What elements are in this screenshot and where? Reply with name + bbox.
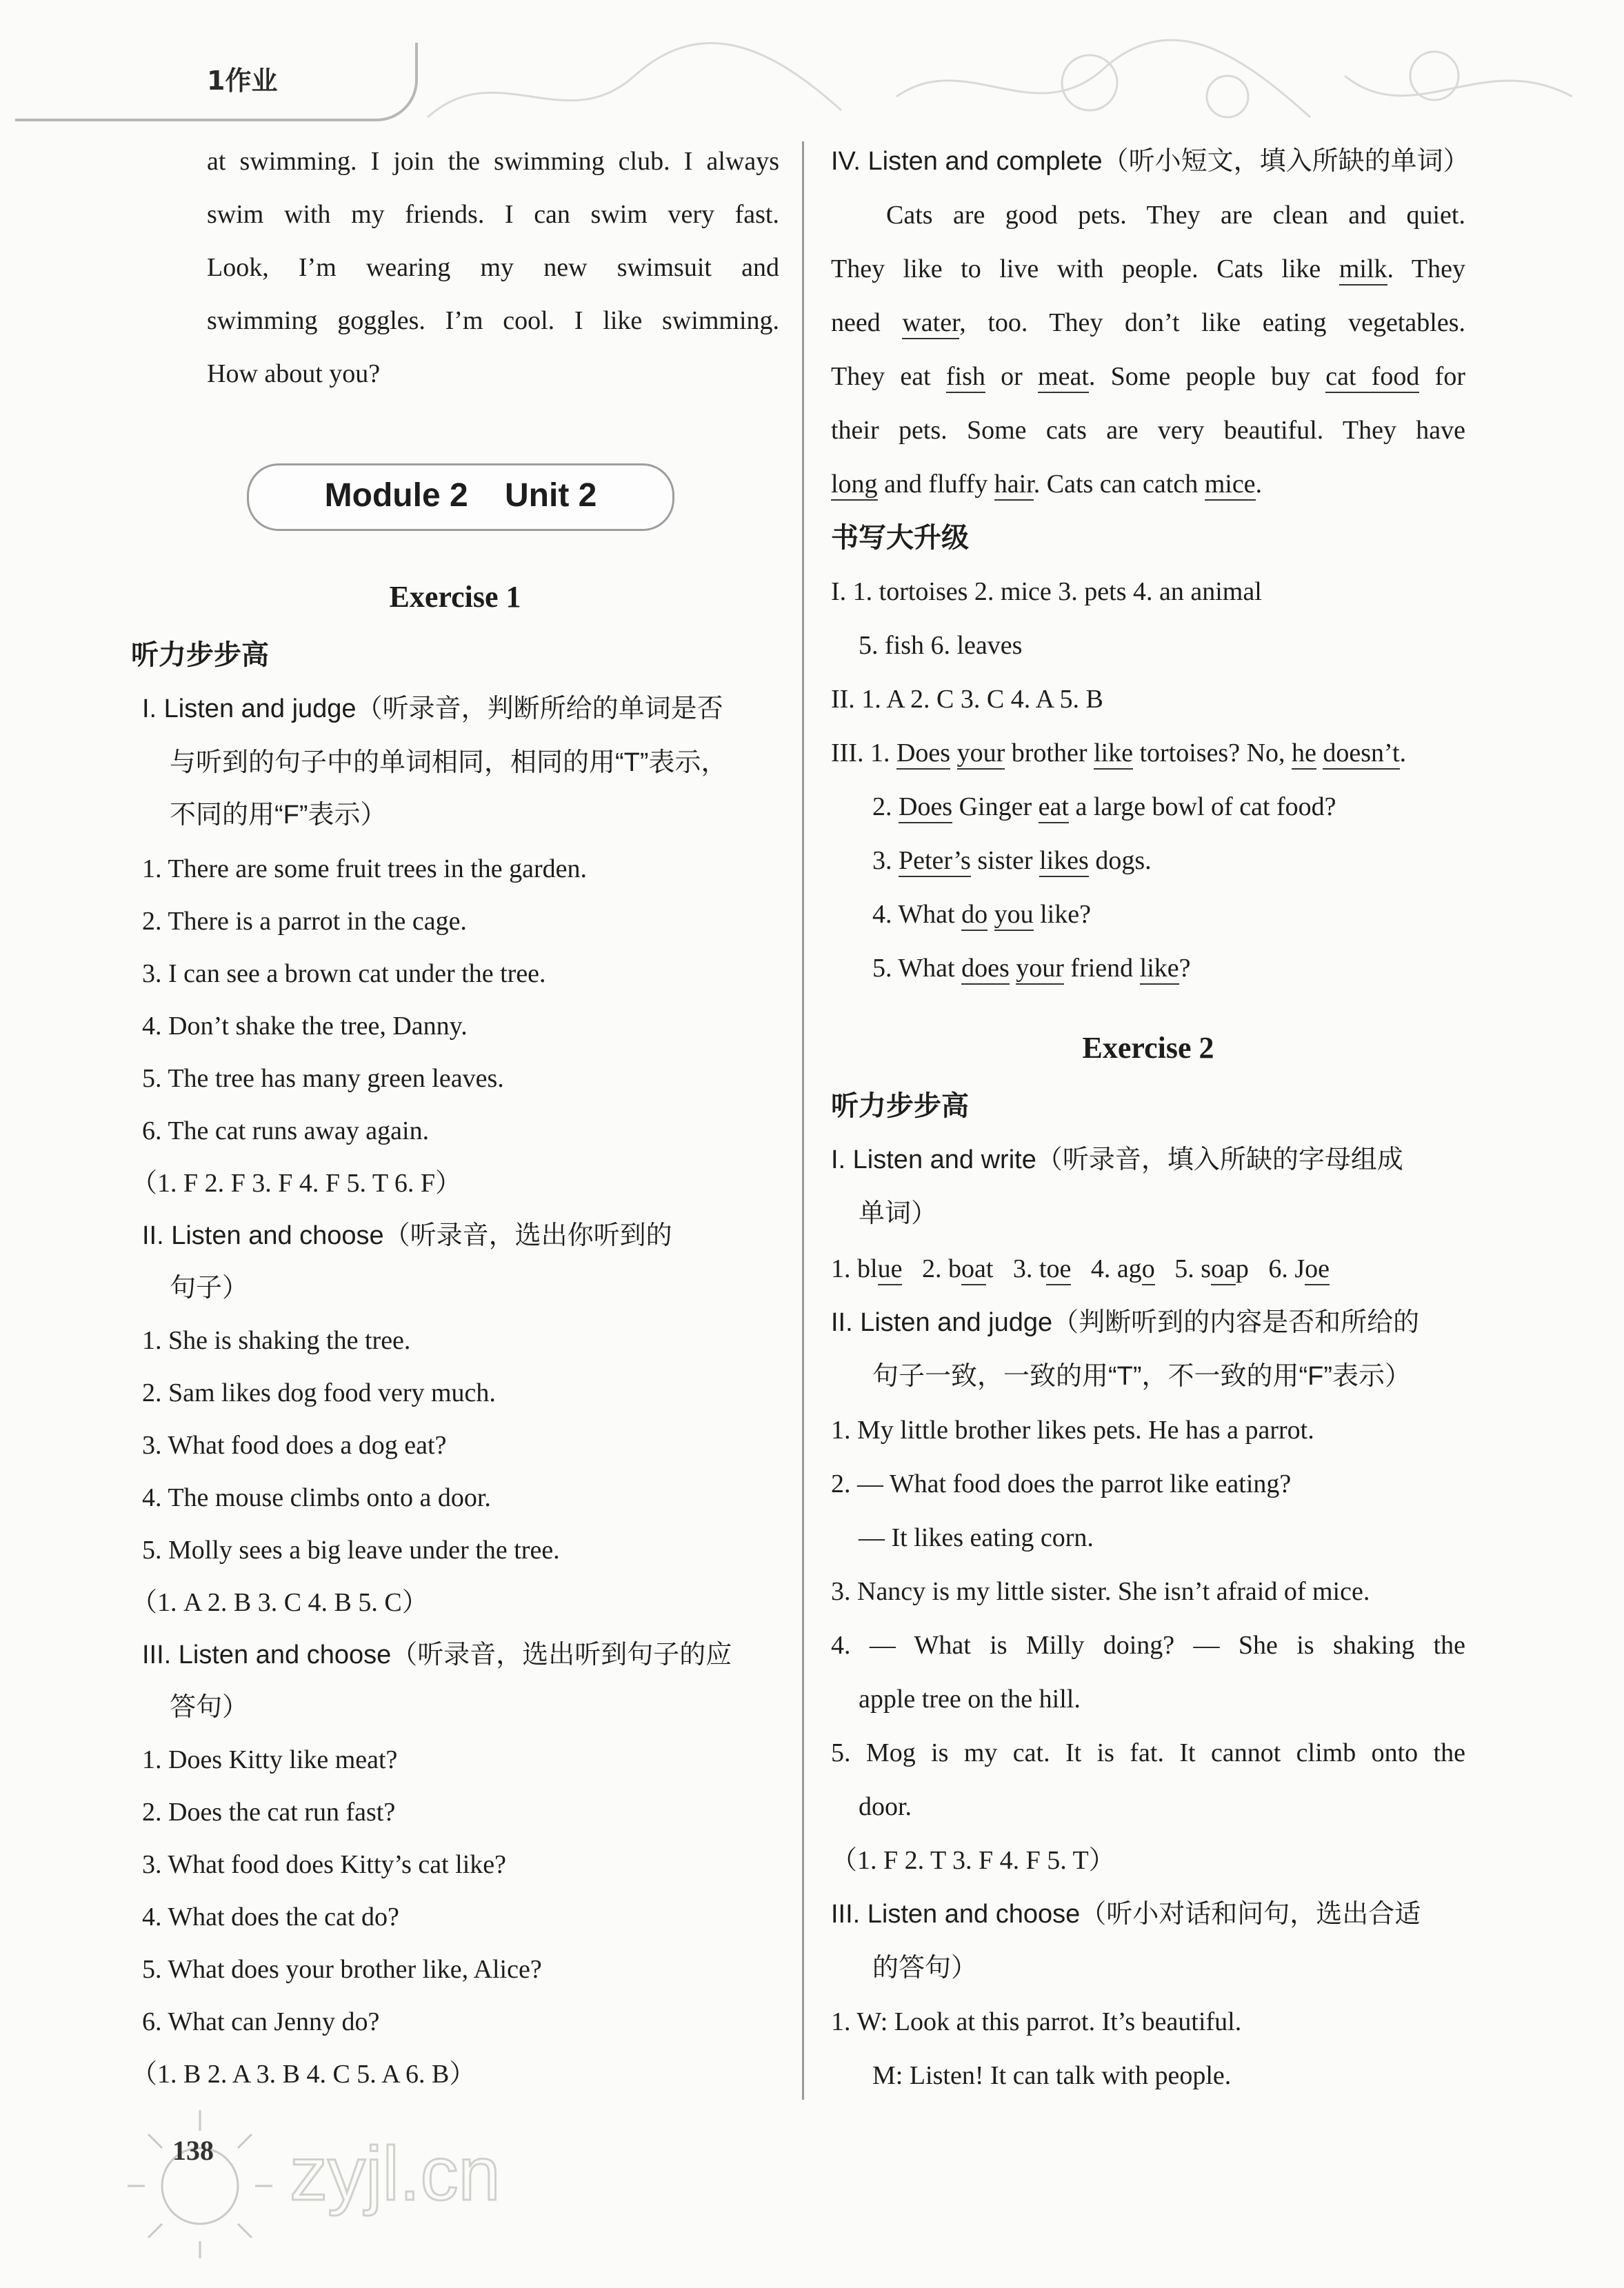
list-item: 3. What food does a dog eat? <box>142 1431 447 1460</box>
writing-answer: 3. Peter’s sister likes dogs. <box>872 843 1152 879</box>
list-item: 3. I can see a brown cat under the tree. <box>142 959 546 988</box>
blank-answer: hair <box>994 470 1034 501</box>
e2-section-1-answers: 1. blue 2. boat 3. toe 4. ago 5. soap 6. Joe <box>831 1251 1330 1287</box>
page-number: 138 <box>172 2135 214 2166</box>
list-item: 5. Molly sees a big leave under the tree. <box>142 1536 560 1565</box>
passage-line: They eat fish or meat. Some people buy cat food for <box>831 359 1465 394</box>
page-header <box>0 0 1624 165</box>
passage-line: need water, too. They don’t like eating vegetables. <box>831 305 1465 341</box>
exercise-2-title: Exercise 2 <box>1082 1031 1214 1065</box>
e2-section-1-title: I. Listen and write（听录音，填入所缺的字母组成 <box>831 1145 1403 1174</box>
passage-line: They like to live with people. Cats like milk. They <box>831 251 1465 287</box>
section-4-title: IV. Listen and complete（听小短文，填入所缺的单词） <box>831 147 1470 176</box>
intro-line: Look, I’m wearing my new swimsuit and <box>207 253 779 282</box>
list-item: 1. She is shaking the tree. <box>142 1326 411 1355</box>
list-item: 2. Does the cat run fast? <box>142 1798 396 1827</box>
list-item: 4. — What is Milly doing? — She is shaking the <box>831 1631 1465 1660</box>
blank-answer: meat <box>1038 362 1089 393</box>
intro-line: How about you? <box>207 359 381 388</box>
intro-line: at swimming. I join the swimming club. I always <box>207 147 779 176</box>
footer-sun-decoration <box>124 2096 607 2262</box>
passage-line: their pets. Some cats are very beautiful. They have <box>831 416 1465 445</box>
list-item: M: Listen! It can talk with people. <box>872 2061 1232 2090</box>
answer-key: （1. A 2. B 3. C 4. B 5. C） <box>131 1588 428 1617</box>
section-1-title: 不同的用“F”表示） <box>170 801 387 830</box>
listening-header: 听力步步高 <box>131 639 269 671</box>
header-floral-decoration <box>414 34 1586 152</box>
list-item: — It likes eating corn. <box>859 1523 1094 1552</box>
list-item: 5. What does your brother like, Alice? <box>142 1955 542 1984</box>
blank-answer: water <box>902 308 959 339</box>
module-title-box <box>247 463 674 531</box>
list-item: 5. Mog is my cat. It is fat. It cannot climb onto the <box>831 1738 1465 1767</box>
list-item: 1. There are some fruit trees in the garden. <box>142 854 588 883</box>
list-item: door. <box>859 1792 912 1821</box>
section-2-title: 句子） <box>170 1274 249 1303</box>
section-1-title: I. Listen and judge（听录音，判断所给的单词是否 <box>142 694 723 723</box>
section-2-title: II. Listen and choose（听录音，选出你听到的 <box>142 1221 672 1250</box>
e2-section-2-title: 句子一致，一致的用“T”，不一致的用“F”表示） <box>872 1362 1412 1391</box>
writing-answer: 5. fish 6. leaves <box>859 631 1023 660</box>
e2-section-3-title: III. Listen and choose（听小对话和问句，选出合适 <box>831 1900 1421 1929</box>
list-item: 1. My little brother likes pets. He has a parrot. <box>831 1416 1314 1445</box>
writing-answer: 2. Does Ginger eat a large bowl of cat food? <box>872 789 1336 825</box>
section-3-title: 答句） <box>170 1693 249 1722</box>
list-item: 3. What food does Kitty’s cat like? <box>142 1850 507 1879</box>
answer-key: （1. F 2. F 3. F 4. F 5. T 6. F） <box>131 1169 462 1198</box>
watermark: zyjl.cn <box>290 2131 501 2216</box>
list-item: apple tree on the hill. <box>859 1685 1081 1714</box>
e2-section-1-title: 单词） <box>859 1199 938 1228</box>
list-item: 1. W: Look at this parrot. It’s beautiful. <box>831 2007 1242 2036</box>
writing-answer: I. 1. tortoises 2. mice 3. pets 4. an animal <box>831 577 1262 606</box>
e2-section-2-title: II. Listen and judge（判断听到的内容是否和所给的 <box>831 1308 1420 1337</box>
writing-answer: 5. What does your friend like? <box>872 950 1191 986</box>
exercise-1-title: Exercise 1 <box>389 580 521 614</box>
passage-line: Cats are good pets. They are clean and quiet. <box>886 201 1465 230</box>
blank-answer: mice <box>1205 470 1256 501</box>
blank-answer: fish <box>946 362 985 393</box>
module-title: Module 2 Unit 2 <box>324 477 597 514</box>
e2-section-3-title: 的答句） <box>872 1954 978 1983</box>
intro-line: swimming goggles. I’m cool. I like swimming. <box>207 306 779 335</box>
list-item: 2. There is a parrot in the cage. <box>142 907 467 936</box>
list-item: 2. — What food does the parrot like eating? <box>831 1469 1292 1498</box>
list-item: 1. Does Kitty like meat? <box>142 1745 398 1774</box>
writing-answer: 4. What do you like? <box>872 896 1091 932</box>
header-label: 1作业 <box>207 66 278 96</box>
writing-answer: II. 1. A 2. C 3. C 4. A 5. B <box>831 685 1103 714</box>
list-item: 6. The cat runs away again. <box>142 1116 430 1145</box>
list-item: 4. Don’t shake the tree, Danny. <box>142 1012 468 1041</box>
intro-line: swim with my friends. I can swim very fast. <box>207 200 779 229</box>
column-divider <box>802 141 804 2100</box>
answer-key: （1. F 2. T 3. F 4. F 5. T） <box>831 1846 1115 1875</box>
passage-line: long and fluffy hair. Cats can catch mice. <box>831 466 1262 502</box>
section-3-title: III. Listen and choose（听录音，选出听到句子的应 <box>142 1640 732 1669</box>
writing-header: 书写大升级 <box>831 522 969 554</box>
list-item: 2. Sam likes dog food very much. <box>142 1378 496 1407</box>
list-item: 3. Nancy is my little sister. She isn’t afraid of mice. <box>831 1577 1370 1606</box>
blank-answer: cat food <box>1325 362 1419 393</box>
list-item: 6. What can Jenny do? <box>142 2007 380 2036</box>
blank-answer: milk <box>1339 254 1387 285</box>
list-item: 5. The tree has many green leaves. <box>142 1064 504 1093</box>
section-1-title: 与听到的句子中的单词相同，相同的用“T”表示， <box>170 748 728 777</box>
blank-answer: long <box>831 470 878 501</box>
list-item: 4. The mouse climbs onto a door. <box>142 1483 491 1512</box>
list-item: 4. What does the cat do? <box>142 1903 399 1931</box>
writing-answer: III. 1. Does your brother like tortoises? No, he doesn’t. <box>831 735 1406 771</box>
answer-key: （1. B 2. A 3. B 4. C 5. A 6. B） <box>131 2060 476 2089</box>
listening-header: 听力步步高 <box>831 1090 969 1122</box>
